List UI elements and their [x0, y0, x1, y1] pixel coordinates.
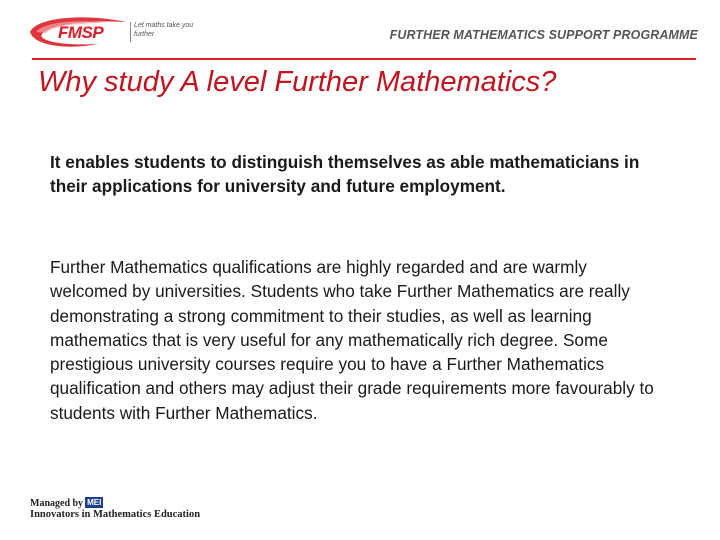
mei-badge: MEI [87, 498, 102, 507]
intro-paragraph: It enables students to distinguish themselves as able mathematicians in their applications for university and future employment. [50, 152, 640, 197]
header-divider [32, 58, 696, 60]
mei-footer-logo [30, 497, 230, 521]
organisation-name: Innovators in Mathematics Education [30, 509, 201, 520]
fmsp-logo [28, 14, 194, 50]
programme-name: FURTHER MATHEMATICS SUPPORT PROGRAMME [389, 28, 698, 42]
managed-by-text: Managed by [30, 498, 84, 509]
slide-title: Why study A level Further Mathematics? [38, 66, 557, 98]
body-paragraph: Further Mathematics qualifications are highly regarded and are warmly welcomed by universities. Students who take Further Mathematics are really demonstrating a strong commitment to their studies, as well as learning mathematics that is very useful for any mathematically rich degree. Some prestigious university courses require you to have a Further Mathematics qualification and others may adjust their grade requirements more favourably to students with Further Mathematics. [50, 257, 654, 423]
logo-divider [130, 22, 131, 42]
managed-by-line [30, 497, 230, 509]
logo-tagline: Let maths take you further [134, 22, 194, 38]
slide-header [0, 0, 720, 62]
logo-text: FMSP [58, 23, 104, 42]
